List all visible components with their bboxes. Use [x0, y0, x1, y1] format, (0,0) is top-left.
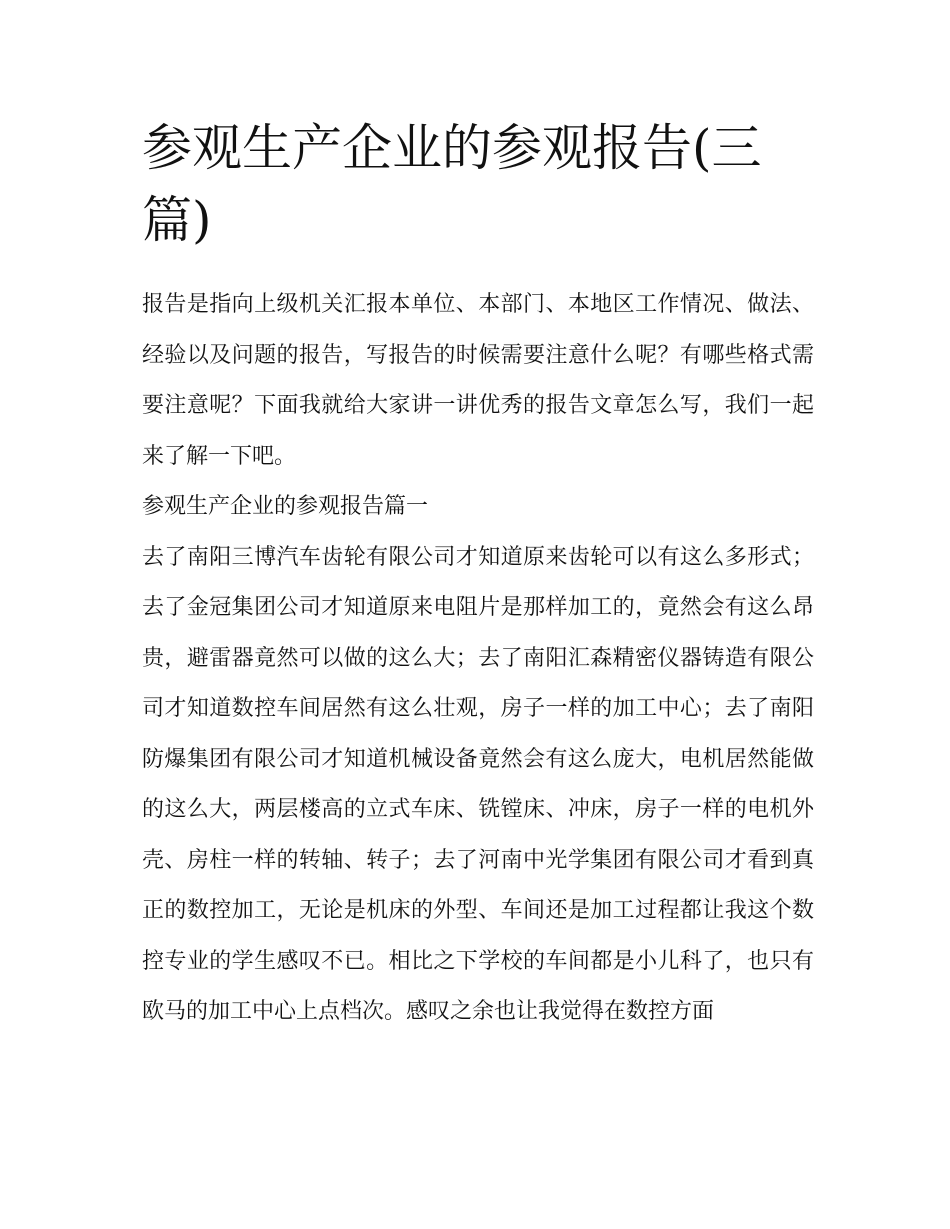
intro-paragraph: 报告是指向上级机关汇报本单位、本部门、本地区工作情况、做法、经验以及问题的报告，写报告的时候需要注意什么呢？有哪些格式需要注意呢？下面我就给大家讲一讲优秀的报告文章怎么写，我们一起来了解一下吧。: [142, 292, 814, 469]
section-heading: 参观生产企业的参观报告篇一: [142, 494, 429, 519]
document-title: 参观生产企业的参观报告(三篇): [142, 119, 762, 249]
body-paragraph: 去了南阳三博汽车齿轮有限公司才知道原来齿轮可以有这么多形式；去了金冠集团公司才知道原来电阻片是那样加工的，竟然会有这么昂贵，避雷器竟然可以做的这么大；去了南阳汇森精密仪器铸造有限公司才知道数控车间居然有这么壮观，房子一样的加工中心；去了南阳防爆集团有限公司才知道机械设备竟然会有这么庞大，电机居然能做的这么大，两层楼高的立式车床、铣镗床、冲床，房子一样的电机外壳、房柱一样的转轴、转子；去了河南中光学集团有限公司才看到真正的数控加工，无论是机床的外型、车间还是加工过程都让我这个数控专业的学生感叹不已。相比之下学校的车间都是小儿科了，也只有欧马的加工中心上点档次。感叹之余也让我觉得在数控方面: [142, 544, 814, 1024]
document-content: [142, 112, 814, 1038]
